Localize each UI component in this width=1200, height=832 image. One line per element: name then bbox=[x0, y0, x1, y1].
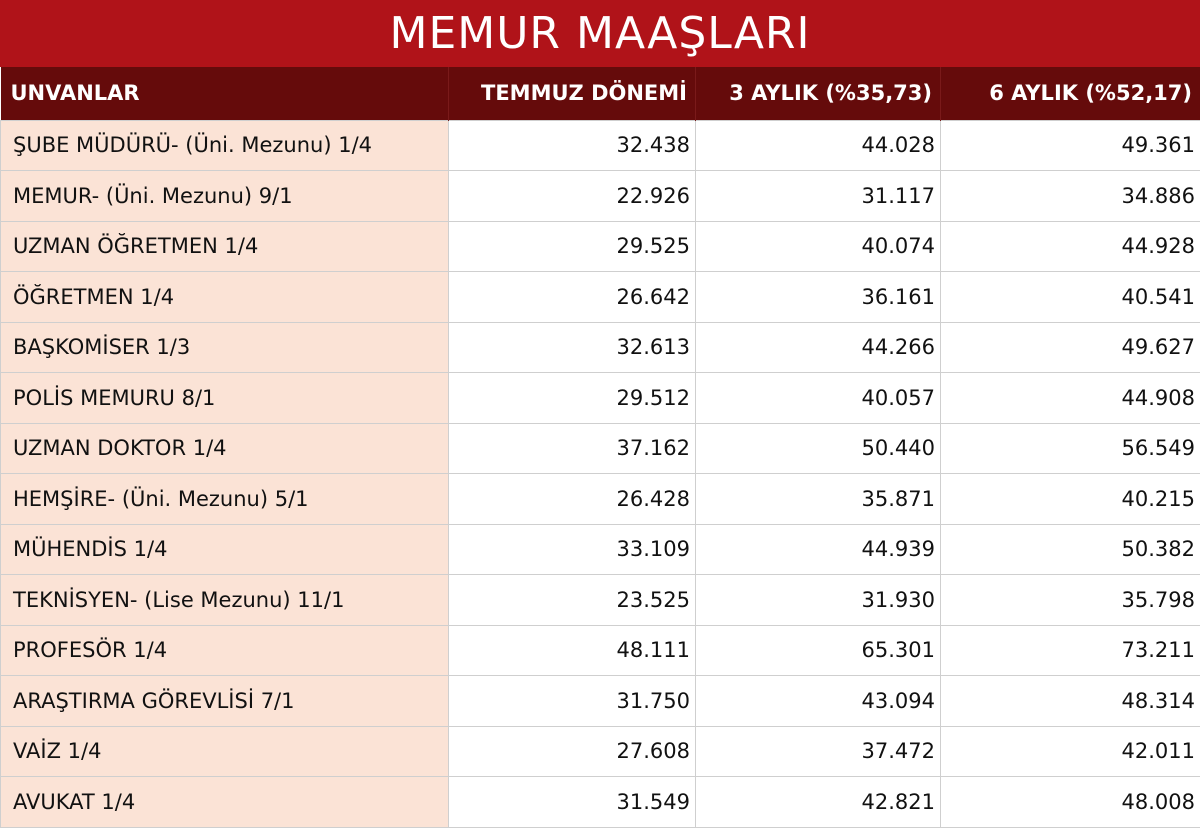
july-period-cell: 32.438 bbox=[449, 120, 696, 171]
july-period-cell: 31.549 bbox=[449, 777, 696, 828]
table-row bbox=[1, 777, 1200, 828]
three-month-cell: 36.161 bbox=[696, 272, 941, 323]
three-month-cell: 40.074 bbox=[696, 221, 941, 272]
six-month-cell: 35.798 bbox=[941, 575, 1200, 626]
six-month-cell: 48.314 bbox=[941, 676, 1200, 727]
title-cell: TEKNİSYEN- (Lise Mezunu) 11/1 bbox=[1, 575, 449, 626]
table-body bbox=[1, 120, 1200, 827]
three-month-cell: 31.930 bbox=[696, 575, 941, 626]
title-cell: MÜHENDİS 1/4 bbox=[1, 524, 449, 575]
table-row bbox=[1, 474, 1200, 525]
six-month-cell: 73.211 bbox=[941, 625, 1200, 676]
six-month-cell: 50.382 bbox=[941, 524, 1200, 575]
july-period-cell: 27.608 bbox=[449, 726, 696, 777]
three-month-cell: 50.440 bbox=[696, 423, 941, 474]
title-cell: POLİS MEMURU 8/1 bbox=[1, 373, 449, 424]
table-row bbox=[1, 676, 1200, 727]
header-july-period: TEMMUZ DÖNEMİ bbox=[449, 67, 696, 120]
title-cell: AVUKAT 1/4 bbox=[1, 777, 449, 828]
title-cell: BAŞKOMİSER 1/3 bbox=[1, 322, 449, 373]
three-month-cell: 31.117 bbox=[696, 171, 941, 222]
title-cell: MEMUR- (Üni. Mezunu) 9/1 bbox=[1, 171, 449, 222]
july-period-cell: 31.750 bbox=[449, 676, 696, 727]
title-cell: UZMAN DOKTOR 1/4 bbox=[1, 423, 449, 474]
six-month-cell: 44.908 bbox=[941, 373, 1200, 424]
header-6-month: 6 AYLIK (%52,17) bbox=[941, 67, 1200, 120]
table-row bbox=[1, 625, 1200, 676]
six-month-cell: 40.215 bbox=[941, 474, 1200, 525]
table-row bbox=[1, 171, 1200, 222]
july-period-cell: 26.428 bbox=[449, 474, 696, 525]
table-row bbox=[1, 120, 1200, 171]
title-cell: ÖĞRETMEN 1/4 bbox=[1, 272, 449, 323]
three-month-cell: 44.266 bbox=[696, 322, 941, 373]
three-month-cell: 43.094 bbox=[696, 676, 941, 727]
page-title: MEMUR MAAŞLARI bbox=[0, 0, 1200, 67]
three-month-cell: 37.472 bbox=[696, 726, 941, 777]
header-3-month: 3 AYLIK (%35,73) bbox=[696, 67, 941, 120]
table-row bbox=[1, 575, 1200, 626]
title-cell: ŞUBE MÜDÜRÜ- (Üni. Mezunu) 1/4 bbox=[1, 120, 449, 171]
table-row bbox=[1, 272, 1200, 323]
july-period-cell: 26.642 bbox=[449, 272, 696, 323]
title-cell: ARAŞTIRMA GÖREVLİSİ 7/1 bbox=[1, 676, 449, 727]
title-cell: HEMŞİRE- (Üni. Mezunu) 5/1 bbox=[1, 474, 449, 525]
six-month-cell: 42.011 bbox=[941, 726, 1200, 777]
table-row bbox=[1, 524, 1200, 575]
table-row bbox=[1, 373, 1200, 424]
table-header bbox=[1, 67, 1200, 120]
three-month-cell: 44.939 bbox=[696, 524, 941, 575]
six-month-cell: 49.361 bbox=[941, 120, 1200, 171]
title-cell: VAİZ 1/4 bbox=[1, 726, 449, 777]
three-month-cell: 40.057 bbox=[696, 373, 941, 424]
header-row bbox=[1, 67, 1200, 120]
three-month-cell: 42.821 bbox=[696, 777, 941, 828]
six-month-cell: 48.008 bbox=[941, 777, 1200, 828]
table-row bbox=[1, 423, 1200, 474]
six-month-cell: 49.627 bbox=[941, 322, 1200, 373]
table-row bbox=[1, 726, 1200, 777]
six-month-cell: 44.928 bbox=[941, 221, 1200, 272]
table-row bbox=[1, 322, 1200, 373]
table-row bbox=[1, 221, 1200, 272]
july-period-cell: 33.109 bbox=[449, 524, 696, 575]
header-titles: UNVANLAR bbox=[1, 67, 449, 120]
six-month-cell: 56.549 bbox=[941, 423, 1200, 474]
three-month-cell: 35.871 bbox=[696, 474, 941, 525]
title-cell: PROFESÖR 1/4 bbox=[1, 625, 449, 676]
july-period-cell: 48.111 bbox=[449, 625, 696, 676]
six-month-cell: 34.886 bbox=[941, 171, 1200, 222]
three-month-cell: 65.301 bbox=[696, 625, 941, 676]
title-cell: UZMAN ÖĞRETMEN 1/4 bbox=[1, 221, 449, 272]
salary-table bbox=[0, 67, 1200, 828]
july-period-cell: 37.162 bbox=[449, 423, 696, 474]
july-period-cell: 29.525 bbox=[449, 221, 696, 272]
july-period-cell: 22.926 bbox=[449, 171, 696, 222]
three-month-cell: 44.028 bbox=[696, 120, 941, 171]
july-period-cell: 29.512 bbox=[449, 373, 696, 424]
july-period-cell: 32.613 bbox=[449, 322, 696, 373]
july-period-cell: 23.525 bbox=[449, 575, 696, 626]
six-month-cell: 40.541 bbox=[941, 272, 1200, 323]
